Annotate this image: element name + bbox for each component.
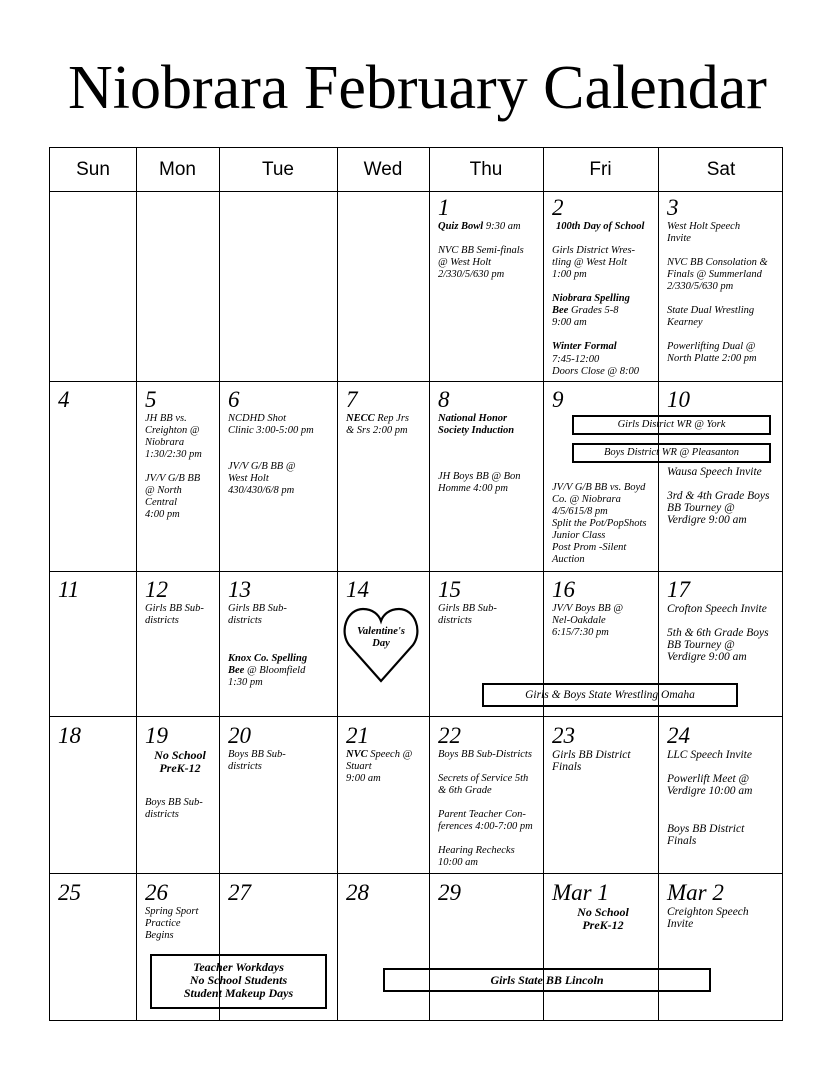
event-band: Girls State BB Lincoln	[383, 968, 711, 992]
event: Parent Teacher Con- ferences 4:00-7:00 pm	[438, 809, 533, 832]
event: JV/V G/B BB vs. Boyd Co. @ Niobrara 4/5/615/8 pm Split the Pot/PopShots Junior Class Post Prom -Silent Auction	[552, 482, 647, 565]
event-text: Speech @ Stuart 9:00 am	[346, 749, 413, 784]
page-title: Niobrara February Calendar	[68, 54, 767, 122]
header-fri: Fri	[589, 159, 612, 180]
grid-line	[50, 873, 782, 874]
day-number: 4	[58, 387, 70, 412]
event-bold: Quiz Bowl	[438, 221, 484, 232]
day-cell	[430, 722, 543, 872]
day-cell	[338, 879, 429, 1021]
day-number: 23	[552, 723, 575, 748]
day-number: 24	[667, 723, 690, 748]
day-cell	[338, 386, 429, 571]
day-cell	[50, 386, 136, 571]
day-number: 5	[145, 387, 157, 412]
header-mon: Mon	[159, 159, 196, 180]
day-cell	[544, 722, 658, 872]
event: Powerlifting Dual @ North Platte 2:00 pm	[667, 341, 757, 364]
day-number: 2	[552, 195, 564, 220]
day-cell	[430, 386, 543, 571]
day-cell	[338, 722, 429, 872]
event: Wausa Speech Invite	[667, 466, 762, 478]
day-cell	[659, 722, 784, 872]
day-cell	[544, 386, 658, 571]
event: Crofton Speech Invite	[667, 603, 767, 615]
event	[228, 653, 333, 689]
header-sun: Sun	[76, 159, 110, 180]
event-text: Grades 5-8 9:00 am	[552, 305, 619, 328]
day-number: 29	[438, 880, 461, 905]
event: JV/V G/B BB @ West Holt 430/430/6/8 pm	[228, 461, 296, 496]
event: Winter Formal	[552, 341, 617, 352]
day-cell	[659, 194, 784, 382]
event: 100th Day of School	[556, 221, 645, 232]
event: Hearing Rechecks 10:00 am	[438, 845, 515, 868]
event: Girls BB Sub- districts	[438, 603, 497, 626]
day-cell	[137, 386, 219, 571]
event-band: Teacher Workdays No School Students Student Makeup Days	[150, 954, 327, 1009]
event: Spring Sport Practice Begins	[145, 906, 199, 941]
day-number: 9	[552, 387, 564, 412]
event-band: Girls & Boys State Wrestling Omaha	[482, 683, 738, 707]
event	[346, 413, 425, 437]
event: Boys BB Sub-Districts	[438, 749, 532, 760]
day-cell	[137, 722, 219, 872]
day-cell	[430, 194, 543, 382]
event: Powerlift Meet @ Verdigre 10:00 am	[667, 773, 753, 797]
day-number: 14	[346, 577, 369, 602]
event-text: @ Bloomfield 1:30 pm	[228, 665, 306, 688]
day-number: 7	[346, 387, 358, 412]
event-band: Girls District WR @ York	[572, 415, 771, 435]
event: Girls District Wres- tling @ West Holt 1:00 pm	[552, 245, 636, 280]
event: NCDHD Shot Clinic 3:00-5:00 pm	[228, 413, 314, 436]
event	[438, 221, 539, 233]
day-cell	[544, 879, 658, 1021]
day-number: 15	[438, 577, 461, 602]
event: No School PreK-12	[577, 905, 629, 932]
day-cell	[659, 879, 784, 1021]
header-thu: Thu	[469, 159, 503, 180]
event: 7:45-12:00 Doors Close @ 8:00	[552, 354, 639, 377]
day-cell	[50, 576, 136, 716]
day-cell	[50, 879, 136, 1021]
day-number: Mar 2	[667, 880, 724, 905]
event: Boys BB District Finals	[667, 823, 745, 847]
event: Girls BB District Finals	[552, 749, 631, 773]
day-number: 22	[438, 723, 461, 748]
event: Secrets of Service 5th & 6th Grade	[438, 773, 529, 796]
event: JV/V G/B BB @ North Central 4:00 pm	[145, 473, 201, 520]
event: LLC Speech Invite	[667, 749, 752, 761]
event-band: Boys District WR @ Pleasanton	[572, 443, 771, 463]
event	[346, 749, 425, 785]
day-number: 11	[58, 577, 80, 602]
day-number: Mar 1	[552, 880, 609, 905]
event	[552, 293, 654, 329]
day-number: 18	[58, 723, 81, 748]
event: Girls BB Sub- districts	[145, 603, 204, 626]
event: National Honor Society Induction	[438, 413, 515, 436]
day-number: 10	[667, 387, 690, 412]
day-number: 1	[438, 195, 450, 220]
day-cell	[430, 879, 543, 1021]
event-text: 9:30 am	[483, 221, 521, 232]
day-cell	[137, 576, 219, 716]
day-number: 6	[228, 387, 240, 412]
day-number: 20	[228, 723, 251, 748]
grid-line	[50, 571, 782, 572]
day-number: 13	[228, 577, 251, 602]
day-number: 19	[145, 723, 168, 748]
grid-line	[50, 191, 782, 192]
day-number: 16	[552, 577, 575, 602]
day-cell	[659, 386, 784, 571]
event: State Dual Wrestling Kearney	[667, 305, 755, 328]
header-sat: Sat	[706, 159, 736, 180]
event: Creighton Speech Invite	[667, 906, 749, 930]
event-bold: Knox Co. Spelling Bee	[228, 653, 308, 676]
day-number: 17	[667, 577, 690, 602]
event-bold: NVC	[346, 749, 368, 760]
day-number: 28	[346, 880, 369, 905]
day-number: 8	[438, 387, 450, 412]
day-number: 26	[145, 880, 168, 905]
event-text: Rep Jrs & Srs 2:00 pm	[346, 413, 410, 436]
day-cell	[50, 722, 136, 872]
header-wed: Wed	[363, 159, 403, 180]
calendar-grid	[49, 147, 783, 1021]
day-number: 27	[228, 880, 251, 905]
event: No School PreK-12	[154, 748, 206, 775]
event: Boys BB Sub- districts	[228, 749, 286, 772]
day-number: 3	[667, 195, 679, 220]
header-tue: Tue	[261, 159, 295, 180]
event: NVC BB Semi-finals @ West Holt 2/330/5/630 pm	[438, 245, 524, 280]
event: West Holt Speech Invite	[667, 221, 741, 244]
event: JH BB vs. Creighton @ Niobrara 1:30/2:30 pm	[145, 413, 202, 460]
day-number: 21	[346, 723, 369, 748]
day-number: 25	[58, 880, 81, 905]
day-cell	[220, 386, 337, 571]
day-number: 12	[145, 577, 168, 602]
day-cell	[544, 194, 658, 382]
event-bold: Niobrara Spelling Bee	[552, 293, 630, 316]
event: 5th & 6th Grade Boys BB Tourney @ Verdigre 9:00 am	[667, 627, 769, 663]
event: 3rd & 4th Grade Boys BB Tourney @ Verdigre 9:00 am	[667, 490, 770, 526]
event: Girls BB Sub- districts	[228, 603, 287, 626]
event: JV/V Boys BB @ Nel-Oakdale 6:15/7:30 pm	[552, 603, 623, 638]
day-cell	[220, 576, 337, 716]
event: JH Boys BB @ Bon Homme 4:00 pm	[438, 471, 521, 494]
event: Boys BB Sub- districts	[145, 797, 203, 820]
grid-line	[50, 716, 782, 717]
event-bold: NECC	[346, 413, 375, 424]
valentines-label: Valentine's Day	[357, 626, 405, 649]
event: NVC BB Consolation & Finals @ Summerland 2/330/5/630 pm	[667, 257, 768, 292]
day-cell	[220, 722, 337, 872]
